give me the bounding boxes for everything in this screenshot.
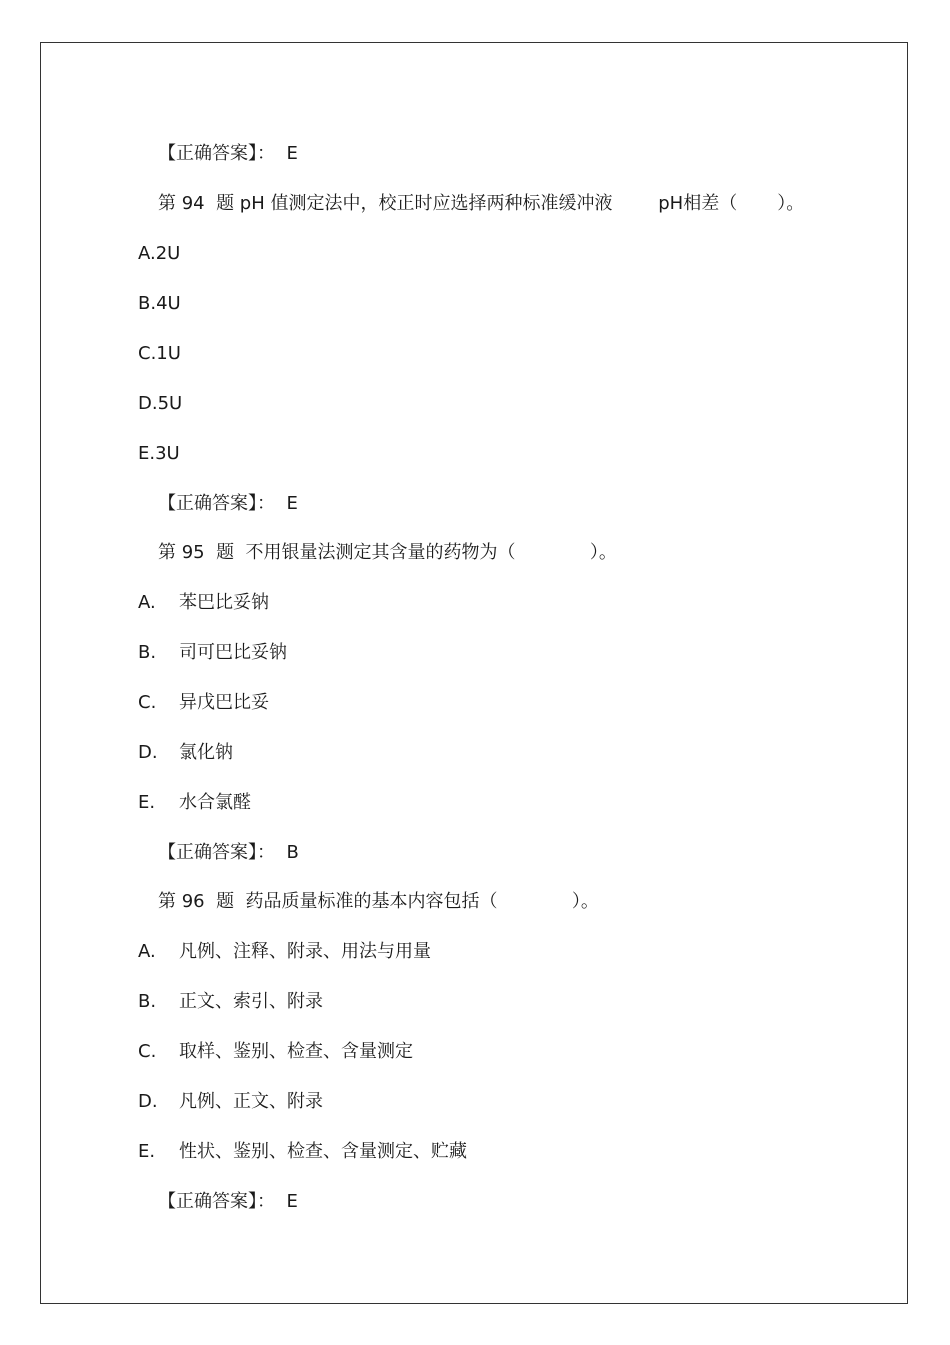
option-label: E.3U [138, 443, 180, 464]
option-b [138, 292, 181, 316]
option-c [138, 691, 269, 715]
option-c [138, 1040, 413, 1064]
option-text: 性状、鉴别、检查、含量测定、贮藏 [179, 1141, 467, 1162]
option-d [138, 392, 182, 416]
option-b [138, 990, 323, 1014]
question-95: 第 95 题 不用银量法测定其含量的药物为（ ）。 [158, 542, 617, 563]
option-e [138, 791, 251, 815]
option-text: 取样、鉴别、检查、含量测定 [179, 1041, 413, 1062]
option-text: 正文、索引、附录 [179, 991, 323, 1012]
option-text: 司可巴比妥钠 [179, 642, 287, 663]
option-label: B. [138, 991, 157, 1012]
option-label: D. [138, 1091, 158, 1112]
option-c [138, 342, 181, 366]
option-label: B.4U [138, 293, 181, 314]
option-d [138, 741, 233, 765]
option-text: 苯巴比妥钠 [179, 592, 269, 613]
option-label: E. [138, 792, 156, 813]
option-a [138, 242, 180, 266]
option-text: 水合氯醛 [179, 792, 251, 813]
answer-line: 【正确答案】： E [158, 143, 298, 164]
answer-line: 【正确答案】： E [158, 493, 298, 514]
option-label: D. [138, 742, 158, 763]
option-label: B. [138, 642, 157, 663]
question-96: 第 96 题 药品质量标准的基本内容包括（ ）。 [158, 891, 599, 912]
option-a [138, 940, 431, 964]
option-text: 凡例、正文、附录 [179, 1091, 323, 1112]
option-text: 氯化钠 [179, 742, 233, 763]
option-b [138, 641, 287, 665]
option-label: C. [138, 692, 157, 713]
option-text: 异戊巴比妥 [179, 692, 269, 713]
option-label: C. [138, 1041, 157, 1062]
option-label: A. [138, 592, 156, 613]
option-label: C.1U [138, 343, 181, 364]
option-d [138, 1090, 323, 1114]
option-e [138, 442, 180, 466]
answer-line: 【正确答案】： E [158, 1191, 298, 1212]
option-a [138, 591, 269, 615]
option-label: A.2U [138, 243, 181, 264]
answer-line: 【正确答案】： B [158, 842, 299, 863]
option-text: 凡例、注释、附录、用法与用量 [179, 941, 431, 962]
question-94: 第 94 题 pH 值测定法中，校正时应选择两种标准缓冲液 pH相差（ ）。 [158, 193, 805, 214]
option-label: E. [138, 1141, 156, 1162]
option-label: A. [138, 941, 156, 962]
page-border [40, 42, 908, 1304]
option-label: D.5U [138, 393, 183, 414]
option-e [138, 1140, 467, 1164]
